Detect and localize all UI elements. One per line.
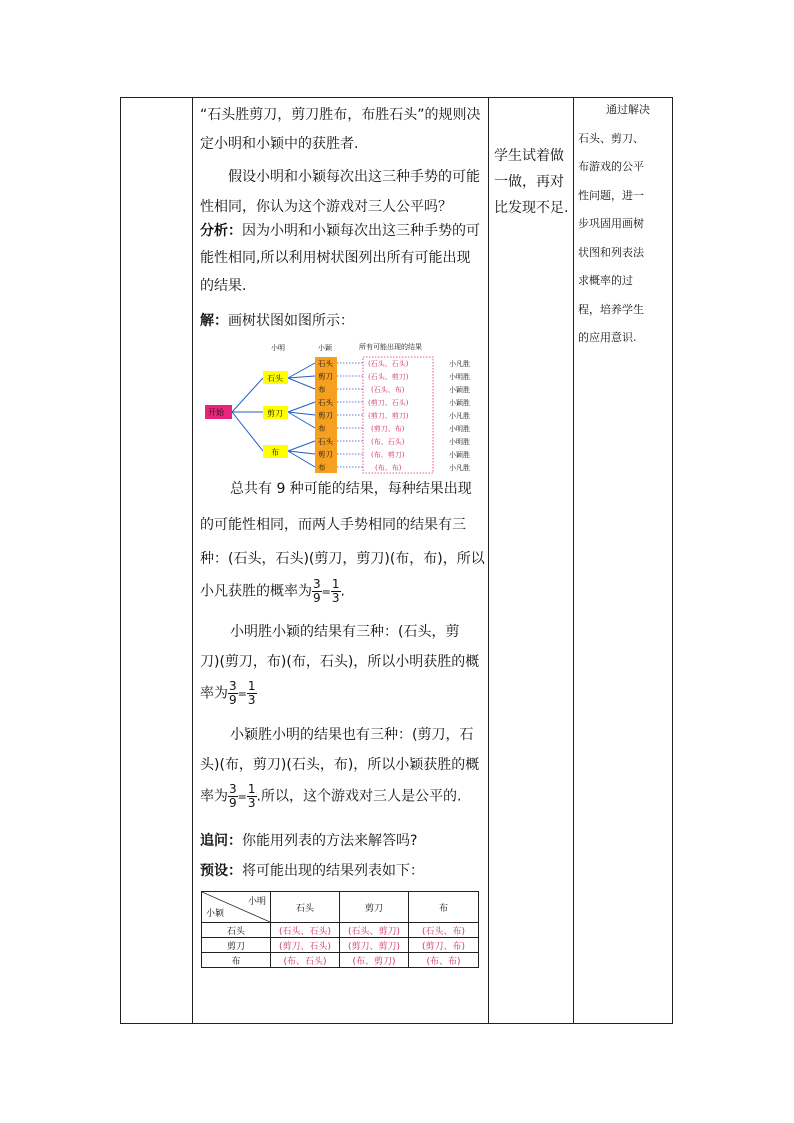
column-header: 石头 (271, 892, 340, 923)
purpose-line: 的应用意识. (578, 331, 637, 344)
tree-header-xiaoming: 小明 (271, 344, 285, 352)
purpose-line: 程，培养学生 (578, 302, 644, 316)
tree-connectors (337, 363, 363, 467)
fraction: $\frac{3}{9}$ (229, 679, 237, 707)
svg-text:(剪刀、布): (剪刀、布) (371, 425, 405, 433)
svg-text:小凡胜: 小凡胜 (449, 412, 470, 420)
design-purpose-column (578, 96, 668, 353)
svg-text:(布、布): (布、布) (375, 464, 402, 472)
text-line: 种：(石头，石头)(剪刀，剪刀)(布，布)，所以 (200, 551, 485, 567)
fraction: $\frac{1}{3}$ (247, 782, 256, 810)
table-cell: (石头、剪刀) (340, 923, 409, 938)
follow-up-label: 追问： (200, 833, 242, 849)
text-line: 刀)(剪刀，布)(布，石头)，所以小明获胜的概 (200, 654, 480, 670)
text-line: 头)(布，剪刀)(石头，布)，所以小颖获胜的概 (200, 757, 480, 773)
purpose-line: 求概率的过 (578, 274, 633, 287)
fraction: $\frac{3}{9}$ (313, 577, 321, 605)
purpose-line: 状图和列表法 (578, 245, 644, 259)
table-cell: (布、石头) (271, 953, 340, 968)
column-header: 剪刀 (340, 892, 409, 923)
text-line: 的结果. (200, 278, 247, 294)
outcome-table (201, 891, 479, 968)
svg-text:小颖胜: 小颖胜 (449, 451, 470, 459)
solution-paragraph (200, 314, 354, 328)
probability-line-c: 率为 $\frac{3}{9}$ = $\frac{1}{3}$ .所以，这个游戏对三人是公平的. (200, 782, 462, 810)
analysis-paragraph (200, 224, 480, 238)
svg-text:布: 布 (318, 424, 326, 433)
student-activity-column (494, 143, 570, 221)
column-header: 布 (409, 892, 479, 923)
purpose-line: 石头、剪刀、 (578, 131, 644, 145)
svg-text:开始: 开始 (208, 408, 224, 417)
svg-text:(布、剪刀): (布、剪刀) (371, 451, 405, 459)
text-line: 能性相同,所以利用树状图列出所有可能出现 (200, 250, 471, 266)
svg-text:(剪刀、剪刀): (剪刀、剪刀) (368, 412, 409, 420)
row-header: 剪刀 (202, 938, 271, 953)
text-line: 小凡获胜的概率为 (200, 583, 312, 600)
student-line: 学生试着做 (494, 148, 564, 164)
text-line: 的可能性相同，而两人手势相同的结果有三 (200, 517, 466, 533)
row-header: 布 (202, 953, 271, 968)
table-row (202, 953, 479, 968)
text-line: 你能用列表的方法来解答吗? (242, 833, 418, 849)
tree-node-xiaoming: 石头 (267, 374, 283, 383)
text-line: 假设小明和小颖每次出这三种手势的可能 (228, 169, 480, 185)
text-line: 因为小明和小颖每次出这三种手势的可 (242, 223, 480, 239)
analysis-label: 分析： (200, 223, 242, 239)
fraction: $\frac{3}{9}$ (229, 782, 237, 810)
text-line: 率为 (200, 788, 228, 805)
preset-label: 预设： (200, 863, 242, 879)
tree-winners (449, 359, 470, 472)
text-line: 定小明和小颖中的获胜者. (200, 136, 359, 152)
svg-text:(石头、布): (石头、布) (371, 386, 405, 394)
purpose-line: 通过解决 (606, 103, 650, 116)
svg-text:小明胜: 小明胜 (449, 373, 470, 381)
follow-up-paragraph (200, 834, 417, 848)
fraction: $\frac{1}{3}$ (331, 577, 340, 605)
table-cell: (布、布) (409, 953, 479, 968)
solution-label: 解： (200, 313, 228, 329)
preset-paragraph (200, 864, 424, 878)
svg-text:剪刀: 剪刀 (318, 372, 333, 381)
tree-results (368, 359, 409, 472)
table-cell: (石头、布) (409, 923, 479, 938)
tree-node-xiaoming: 布 (271, 448, 279, 457)
fraction: $\frac{1}{3}$ (247, 679, 256, 707)
svg-text:小明胜: 小明胜 (449, 438, 470, 446)
table-cell: (剪刀、剪刀) (340, 938, 409, 953)
svg-text:剪刀: 剪刀 (318, 411, 333, 420)
row-header: 石头 (202, 923, 271, 938)
svg-text:小凡胜: 小凡胜 (449, 360, 470, 368)
tree-start-node (205, 405, 232, 419)
purpose-line: 性问题，进一 (578, 188, 644, 202)
svg-text:小明胜: 小明胜 (449, 425, 470, 433)
student-line: 一做，再对 (494, 174, 564, 190)
tree-level2 (315, 357, 337, 473)
tree-header-results: 所有可能出现的结果 (359, 343, 422, 351)
text-line: 画树状图如图所示： (228, 313, 354, 329)
column-divider-1 (192, 97, 193, 1024)
svg-text:布: 布 (318, 385, 326, 394)
svg-text:石头: 石头 (318, 437, 333, 446)
text-line: 所以，这个游戏对三人是公平的. (260, 788, 462, 805)
svg-text:(布、石头): (布、石头) (371, 438, 405, 446)
svg-text:小凡胜: 小凡胜 (449, 464, 470, 472)
diagonal-header-cell (202, 892, 271, 923)
svg-text:小颖胜: 小颖胜 (449, 399, 470, 407)
svg-text:小颖胜: 小颖胜 (449, 386, 470, 394)
text-line: 小明胜小颖的结果有三种：(石头，剪 (230, 624, 460, 640)
column-divider-3 (573, 97, 574, 1024)
svg-text:石头: 石头 (318, 398, 333, 407)
text-line: “石头胜剪刀，剪刀胜布，布胜石头”的规则决 (200, 107, 481, 123)
probability-line-a: 小凡获胜的概率为 $\frac{3}{9}$ = $\frac{1}{3}$ . (200, 577, 345, 605)
svg-text:(石头、剪刀): (石头、剪刀) (368, 373, 409, 381)
text-line: 小颖胜小明的结果也有三种：(剪刀，石 (230, 727, 474, 743)
svg-text:剪刀: 剪刀 (318, 450, 333, 459)
table-row (202, 938, 479, 953)
svg-text:(剪刀、石头): (剪刀、石头) (368, 399, 409, 407)
probability-line-b: 率为 $\frac{3}{9}$ = $\frac{1}{3}$ (200, 679, 256, 707)
text-line: 率为 (200, 685, 228, 702)
tree-level1 (263, 371, 288, 458)
tree-node-xiaoming: 剪刀 (267, 409, 283, 418)
text-line: 将可能出现的结果列表如下： (242, 863, 424, 879)
table-header-row (202, 892, 479, 923)
svg-text:(石头、石头): (石头、石头) (368, 360, 409, 368)
table-cell: (布、剪刀) (340, 953, 409, 968)
table-cell: (石头、石头) (271, 923, 340, 938)
tree-header-xiaoying: 小颖 (318, 344, 332, 352)
purpose-line: 布游戏的公平 (578, 160, 644, 173)
col-header-label: 小明 (247, 897, 266, 907)
purpose-line: 步巩固用画树 (578, 217, 644, 230)
row-header-label: 小颖 (206, 909, 225, 919)
tree-diagram (205, 340, 480, 475)
student-line: 比发现不足. (494, 200, 569, 216)
svg-text:布: 布 (318, 463, 326, 472)
text-line: 性相同，你认为这个游戏对三人公平吗？ (200, 199, 452, 215)
text-line: 总共有 9 种可能的结果，每种结果出现 (230, 481, 472, 497)
column-divider-2 (488, 97, 489, 1024)
table-row (202, 923, 479, 938)
table-cell: (剪刀、石头) (271, 938, 340, 953)
svg-text:石头: 石头 (318, 359, 333, 368)
table-cell: (剪刀、布) (409, 938, 479, 953)
